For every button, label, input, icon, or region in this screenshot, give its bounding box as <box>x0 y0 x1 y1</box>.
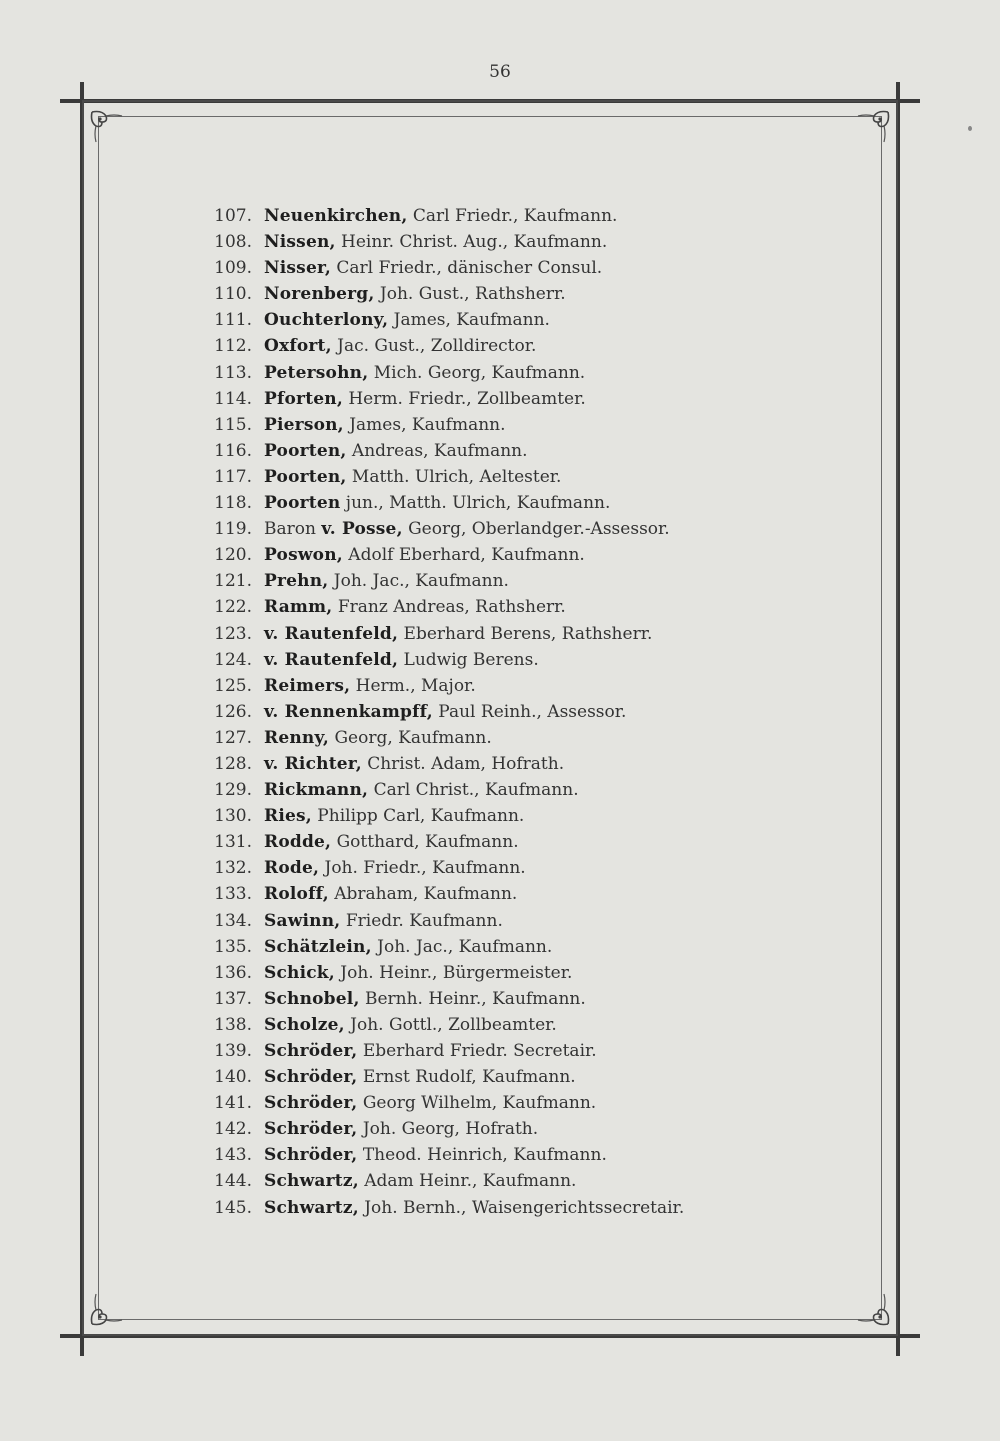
entry-surname: Roloff, <box>264 884 329 905</box>
entry-surname: Ramm, <box>264 597 333 618</box>
entry-details: James, Kaufmann. <box>343 414 506 435</box>
entry-number: 142. <box>214 1119 252 1140</box>
entry-number: 123. <box>214 623 252 644</box>
entry-details: Philipp Carl, Kaufmann. <box>311 806 525 827</box>
ink-speck <box>968 126 972 131</box>
entry-text <box>264 412 506 438</box>
entry-number: 139. <box>214 1041 252 1061</box>
list-item <box>200 621 800 647</box>
entry-details: Eberhard Friedr. Secretair. <box>357 1041 597 1061</box>
entry-surname: Schätzlein, <box>264 936 372 957</box>
entry-number: 110. <box>214 284 252 305</box>
entry-surname: v. Rautenfeld, <box>264 623 399 644</box>
entry-number: 118. <box>214 493 252 514</box>
entry-number: 125. <box>214 675 252 696</box>
entry-text <box>264 516 670 542</box>
entry-details: jun., Matth. Ulrich, Kaufmann. <box>340 493 611 514</box>
list-item <box>200 1064 800 1090</box>
entry-text <box>264 1142 607 1168</box>
entry-number: 132. <box>214 858 252 879</box>
entry-text <box>264 934 552 960</box>
entry-details: James, Kaufmann. <box>388 310 550 331</box>
entry-details: Paul Reinh., Assessor. <box>432 701 627 722</box>
list-item <box>200 255 800 281</box>
entry-surname: Schröder, <box>264 1067 358 1088</box>
entry-details: Joh. Jac., Kaufmann. <box>328 571 509 592</box>
entry-surname: Poorten, <box>264 466 347 487</box>
entry-text <box>264 908 503 934</box>
entry-details: Heinr. Christ. Aug., Kaufmann. <box>335 232 608 253</box>
entry-surname: Schnobel, <box>264 988 360 1009</box>
entry-number: 134. <box>214 910 252 931</box>
entry-number: 119. <box>214 519 252 540</box>
entry-details: Ernst Rudolf, Kaufmann. <box>357 1067 576 1088</box>
entry-text <box>264 1116 538 1142</box>
list-item <box>200 516 800 542</box>
entry-text <box>264 881 517 907</box>
entry-surname: Schröder, <box>264 1119 358 1140</box>
corner-ornament-icon <box>88 108 128 148</box>
entry-surname: Schröder, <box>264 1041 358 1061</box>
entry-details: Matth. Ulrich, Aeltester. <box>346 466 562 487</box>
list-item <box>200 934 800 960</box>
entry-text <box>264 594 566 620</box>
list-item <box>200 229 800 255</box>
entry-text <box>264 1064 576 1090</box>
entry-details: Gotthard, Kaufmann. <box>331 832 519 853</box>
entry-details: Joh. Gust., Rathsherr. <box>374 284 566 305</box>
list-item <box>200 777 800 803</box>
entry-surname: Prehn, <box>264 571 329 592</box>
entry-text <box>264 1038 597 1064</box>
entry-number: 108. <box>214 232 252 253</box>
entry-text <box>264 829 519 855</box>
entry-text <box>264 464 561 490</box>
entry-details: Georg, Oberlandger.-Assessor. <box>402 519 670 540</box>
entry-number: 141. <box>214 1093 252 1114</box>
entry-text <box>264 621 652 647</box>
list-item <box>200 881 800 907</box>
list-item <box>200 803 800 829</box>
list-item <box>200 855 800 881</box>
entry-surname: Rickmann, <box>264 780 369 801</box>
list-item <box>200 1012 800 1038</box>
entry-number: 121. <box>214 571 252 592</box>
entry-details: Andreas, Kaufmann. <box>346 440 528 461</box>
entry-number: 117. <box>214 466 252 487</box>
list-item <box>200 307 800 333</box>
entry-prefix: Baron <box>264 519 322 540</box>
list-item <box>200 281 800 307</box>
entry-details: Herm. Friedr., Zollbeamter. <box>342 388 586 409</box>
list-item <box>200 673 800 699</box>
entry-surname: Pierson, <box>264 414 344 435</box>
list-item <box>200 751 800 777</box>
entry-surname: v. Posse, <box>321 519 403 540</box>
list-item <box>200 986 800 1012</box>
entry-surname: Poorten, <box>264 440 347 461</box>
entry-number: 120. <box>214 545 252 566</box>
entry-text <box>264 333 536 359</box>
entry-number: 138. <box>214 1014 252 1035</box>
entry-number: 145. <box>214 1197 252 1218</box>
list-item <box>200 725 800 751</box>
entry-text <box>264 229 607 255</box>
entry-surname: Petersohn, <box>264 362 369 383</box>
list-item <box>200 699 800 725</box>
entry-surname: Nisser, <box>264 258 331 279</box>
list-item <box>200 1142 800 1168</box>
entry-number: 130. <box>214 806 252 827</box>
entry-text <box>264 203 617 229</box>
entry-text <box>264 855 526 881</box>
entry-number: 143. <box>214 1145 252 1166</box>
entry-number: 115. <box>214 414 252 435</box>
entry-number: 137. <box>214 988 252 1009</box>
list-item <box>200 829 800 855</box>
entry-surname: Renny, <box>264 727 330 748</box>
entry-number: 122. <box>214 597 252 618</box>
entry-text <box>264 568 509 594</box>
entry-surname: Pforten, <box>264 388 343 409</box>
entry-text <box>264 673 476 699</box>
entry-number: 116. <box>214 440 252 461</box>
list-item <box>200 386 800 412</box>
list-item <box>200 464 800 490</box>
entry-surname: Schwartz, <box>264 1171 359 1192</box>
entry-text <box>264 1195 684 1221</box>
list-item <box>200 1038 800 1064</box>
entry-surname: Schröder, <box>264 1093 358 1114</box>
entry-surname: Poorten <box>264 493 341 514</box>
entry-surname: Scholze, <box>264 1014 345 1035</box>
entry-surname: Schröder, <box>264 1145 358 1166</box>
page-number: 56 <box>489 62 511 82</box>
entry-surname: v. Rautenfeld, <box>264 649 399 670</box>
entry-details: Franz Andreas, Rathsherr. <box>332 597 566 618</box>
list-item <box>200 647 800 673</box>
entry-details: Joh. Jac., Kaufmann. <box>371 936 553 957</box>
entry-number: 124. <box>214 649 252 670</box>
entry-details: Carl Christ., Kaufmann. <box>368 780 579 801</box>
entry-number: 136. <box>214 962 252 983</box>
entry-details: Eberhard Berens, Rathsherr. <box>398 623 653 644</box>
list-item <box>200 1090 800 1116</box>
entry-surname: Neuenkirchen, <box>264 206 408 226</box>
list-item <box>200 412 800 438</box>
entry-number: 128. <box>214 753 252 774</box>
entry-details: Bernh. Heinr., Kaufmann. <box>359 988 586 1009</box>
entry-text <box>264 725 492 751</box>
entry-number: 114. <box>214 388 252 409</box>
entry-surname: Oxfort, <box>264 336 332 357</box>
list-item <box>200 594 800 620</box>
entry-details: Abraham, Kaufmann. <box>328 884 518 905</box>
entry-text <box>264 1090 596 1116</box>
list-item <box>200 490 800 516</box>
entry-surname: v. Richter, <box>264 753 362 774</box>
entry-text <box>264 360 585 386</box>
corner-ornament-icon <box>852 108 892 148</box>
entry-text <box>264 307 550 333</box>
list-item <box>200 360 800 386</box>
entry-number: 111. <box>214 310 252 331</box>
entry-details: Georg, Kaufmann. <box>329 727 492 748</box>
entry-text <box>264 1012 557 1038</box>
entry-text <box>264 751 564 777</box>
entry-text <box>264 699 626 725</box>
entry-details: Adolf Eberhard, Kaufmann. <box>342 545 585 566</box>
entry-surname: Ries, <box>264 806 312 827</box>
entry-details: Joh. Georg, Hofrath. <box>357 1119 539 1140</box>
entry-text <box>264 542 585 568</box>
entry-text <box>264 490 610 516</box>
entry-details: Joh. Gottl., Zollbeamter. <box>344 1014 557 1035</box>
entry-number: 127. <box>214 727 252 748</box>
entry-text <box>264 255 602 281</box>
entry-surname: Rode, <box>264 858 320 879</box>
list-item <box>200 1168 800 1194</box>
list-item <box>200 908 800 934</box>
member-list <box>200 203 800 1221</box>
entry-surname: Reimers, <box>264 675 351 696</box>
entry-number: 133. <box>214 884 252 905</box>
entry-details: Adam Heinr., Kaufmann. <box>358 1171 577 1192</box>
entry-details: Carl Friedr., dänischer Consul. <box>331 258 603 279</box>
entry-number: 113. <box>214 362 252 383</box>
entry-surname: Ouchterlony, <box>264 310 389 331</box>
list-item <box>200 438 800 464</box>
entry-text <box>264 1168 576 1194</box>
entry-text <box>264 438 528 464</box>
entry-text <box>264 647 539 673</box>
entry-number: 107. <box>214 206 252 226</box>
entry-details: Theod. Heinrich, Kaufmann. <box>357 1145 607 1166</box>
entry-number: 135. <box>214 936 252 957</box>
entry-text <box>264 986 586 1012</box>
entry-details: Mich. Georg, Kaufmann. <box>368 362 586 383</box>
list-item <box>200 568 800 594</box>
entry-number: 144. <box>214 1171 252 1192</box>
entry-surname: v. Rennenkampff, <box>264 701 433 722</box>
entry-details: Georg Wilhelm, Kaufmann. <box>357 1093 597 1114</box>
entry-text <box>264 386 586 412</box>
entry-number: 131. <box>214 832 252 853</box>
list-item <box>200 960 800 986</box>
list-item <box>200 1116 800 1142</box>
list-item <box>200 542 800 568</box>
entry-details: Jac. Gust., Zolldirector. <box>331 336 537 357</box>
entry-details: Herm., Major. <box>350 675 476 696</box>
entry-details: Joh. Bernh., Waisengerichtssecretair. <box>358 1197 685 1218</box>
entry-number: 140. <box>214 1067 252 1088</box>
entry-number: 109. <box>214 258 252 279</box>
entry-number: 126. <box>214 701 252 722</box>
list-item <box>200 333 800 359</box>
entry-number: 112. <box>214 336 252 357</box>
entry-number: 129. <box>214 780 252 801</box>
entry-surname: Sawinn, <box>264 910 341 931</box>
entry-details: Christ. Adam, Hofrath. <box>361 753 565 774</box>
entry-surname: Nissen, <box>264 232 336 253</box>
entry-text <box>264 777 579 803</box>
entry-surname: Norenberg, <box>264 284 375 305</box>
entry-surname: Rodde, <box>264 832 332 853</box>
entry-details: Ludwig Berens. <box>398 649 539 670</box>
entry-text <box>264 960 572 986</box>
entry-text <box>264 803 524 829</box>
entry-surname: Schick, <box>264 962 335 983</box>
entry-surname: Schwartz, <box>264 1197 359 1218</box>
corner-ornament-icon <box>852 1288 892 1328</box>
list-item <box>200 203 800 229</box>
entry-surname: Poswon, <box>264 545 343 566</box>
corner-ornament-icon <box>88 1288 128 1328</box>
entry-details: Carl Friedr., Kaufmann. <box>407 206 618 226</box>
entry-text <box>264 281 566 307</box>
entry-details: Joh. Heinr., Bürgermeister. <box>334 962 573 983</box>
entry-details: Joh. Friedr., Kaufmann. <box>319 858 526 879</box>
entry-details: Friedr. Kaufmann. <box>340 910 503 931</box>
list-item <box>200 1195 800 1221</box>
